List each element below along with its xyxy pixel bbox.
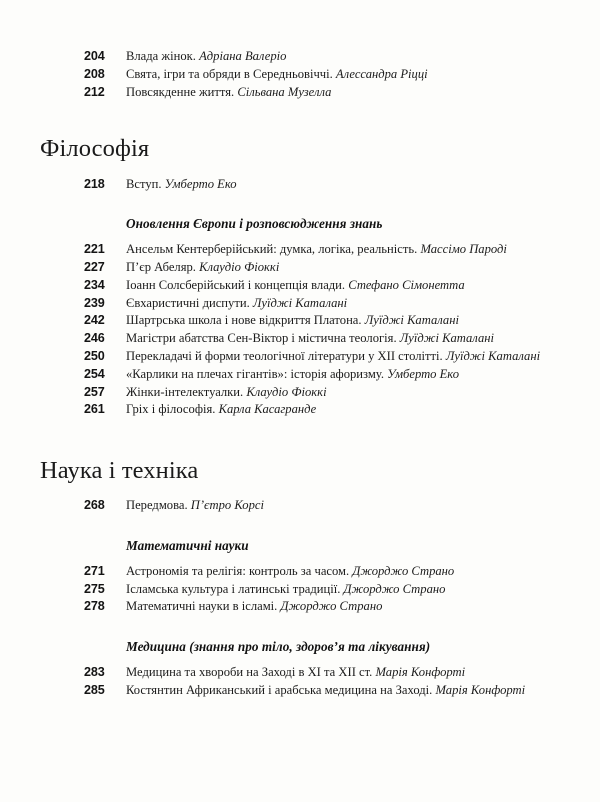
entry-page-number: 221 xyxy=(84,242,105,257)
subsection-spacer xyxy=(0,515,600,537)
toc-entry[interactable] xyxy=(0,401,600,419)
entry-title: Ансельм Кентерберійський: думка, логіка, реальність. xyxy=(126,242,418,257)
entry-page-number: 212 xyxy=(84,84,105,99)
toc-entry[interactable] xyxy=(0,295,600,313)
toc-entry[interactable] xyxy=(0,277,600,295)
entry-author: Джорджо Страно xyxy=(280,599,383,614)
entry-page-number: 268 xyxy=(84,498,105,513)
entry-text xyxy=(126,581,560,599)
toc-entry[interactable] xyxy=(0,384,600,402)
entry-title: Євхаристичні диспути. xyxy=(126,295,250,310)
heading-spacer xyxy=(0,485,600,497)
top-entry-group xyxy=(0,48,600,101)
entry-text xyxy=(126,259,560,277)
toc-entry[interactable] xyxy=(0,84,600,102)
subsection-heading-spacer xyxy=(0,233,600,241)
subsection-heading-spacer xyxy=(0,656,600,664)
section-science xyxy=(0,457,600,700)
subsection-heading-spacer xyxy=(0,555,600,563)
entry-page-number: 261 xyxy=(84,402,105,417)
entry-page-number: 283 xyxy=(84,665,105,680)
entry-title: Вступ. xyxy=(126,176,162,191)
entry-author: Джорджо Страно xyxy=(343,581,446,596)
entry-page-number: 285 xyxy=(84,682,105,697)
subsection-entry-list xyxy=(0,563,600,616)
entry-author: Адріана Валеріо xyxy=(199,49,287,63)
entry-text xyxy=(126,664,560,682)
section-philosophy xyxy=(0,135,600,419)
entry-text xyxy=(126,66,560,84)
subsection-heading: Оновлення Європи і розповсюдження знань xyxy=(126,216,383,232)
subsection-heading: Медицина (знання про тіло, здоров’я та лікування) xyxy=(126,639,431,655)
entry-author: Карла Касагранде xyxy=(218,402,317,417)
section-heading: Філософія xyxy=(40,135,150,163)
entry-page-number: 218 xyxy=(84,176,105,191)
heading-spacer xyxy=(0,164,600,176)
entry-title: П’єр Абеляр. xyxy=(126,259,196,274)
entry-title: Влада жінок. xyxy=(126,49,196,63)
entry-author: Луїджі Каталані xyxy=(252,295,348,310)
entry-page-number: 254 xyxy=(84,366,105,381)
entry-text xyxy=(126,330,560,348)
entry-title: Шартрська школа і нове відкриття Платона. xyxy=(126,313,362,328)
subsection-spacer xyxy=(0,193,600,215)
entry-title: Іоанн Солсберійський і концепція влади. xyxy=(126,277,346,292)
entry-text xyxy=(126,598,560,616)
entry-title: Магістри абатства Сен-Віктор і містична теологія. xyxy=(126,331,397,346)
entry-title: Ісламська культура і латинські традиції. xyxy=(126,581,341,596)
entry-page-number: 234 xyxy=(84,277,105,292)
toc-entry[interactable] xyxy=(0,48,600,66)
entry-author: Марія Конфорті xyxy=(375,665,466,680)
entry-text xyxy=(126,241,560,259)
entry-title: Повсякденне життя. xyxy=(126,84,235,99)
entry-author: Луїджі Каталані xyxy=(399,331,494,346)
entry-author: Клаудіо Фіоккі xyxy=(246,384,327,399)
subsection-spacer xyxy=(0,616,600,638)
entry-text xyxy=(126,277,560,295)
entry-author: Умберто Еко xyxy=(387,366,460,381)
entry-author: Алессандра Ріцці xyxy=(335,66,428,81)
toc-entry[interactable] xyxy=(0,66,600,84)
toc-entry[interactable] xyxy=(0,581,600,599)
entry-text xyxy=(126,401,560,419)
entry-page-number: 250 xyxy=(84,348,105,363)
entry-title: Перекладачі й форми теологічної літератури у XII столітті. xyxy=(126,348,443,363)
entry-page-number: 246 xyxy=(84,331,105,346)
toc-entry[interactable] xyxy=(0,330,600,348)
toc-entry[interactable] xyxy=(0,598,600,616)
section-spacer xyxy=(0,101,600,135)
entry-title: Астрономія та релігія: контроль за часом. xyxy=(126,563,350,578)
toc-entry[interactable] xyxy=(0,176,600,194)
subsection-entry-list xyxy=(0,241,600,419)
subsection-entry-list xyxy=(0,664,600,700)
entry-author: Джорджо Страно xyxy=(352,563,455,578)
toc-entry[interactable] xyxy=(0,348,600,366)
entry-author: Клаудіо Фіоккі xyxy=(199,259,280,274)
entry-title: Жінки-інтелектуалки. xyxy=(126,384,244,399)
entry-text xyxy=(126,312,560,330)
toc-entry[interactable] xyxy=(0,312,600,330)
toc-entry[interactable] xyxy=(0,682,600,700)
entry-text xyxy=(126,295,560,313)
entry-page-number: 227 xyxy=(84,259,105,274)
entry-text xyxy=(126,682,560,700)
entry-text xyxy=(126,497,560,515)
entry-author: Стефано Сімонетта xyxy=(348,277,465,292)
entry-title: Медицина та хвороби на Заході в XI та XII ст. xyxy=(126,665,373,680)
top-spacer xyxy=(0,0,600,48)
entry-author: Луїджі Каталані xyxy=(445,348,541,363)
entry-title: Свята, ігри та обряди в Середньовіччі. xyxy=(126,66,333,81)
entry-text xyxy=(126,84,560,102)
entry-page-number: 239 xyxy=(84,295,105,310)
subsection-heading: Математичні науки xyxy=(126,538,249,554)
entry-author: Сільвана Музелла xyxy=(237,84,332,99)
entry-text xyxy=(126,348,560,366)
entry-author: П’єтро Корсі xyxy=(190,498,264,513)
entry-title: Гріх і філософія. xyxy=(126,402,216,417)
toc-entry[interactable] xyxy=(0,563,600,581)
section-spacer xyxy=(0,419,600,457)
entry-author: Умберто Еко xyxy=(164,176,237,191)
entry-page-number: 257 xyxy=(84,384,105,399)
entry-text xyxy=(126,563,560,581)
entry-page-number: 242 xyxy=(84,313,105,328)
entry-text xyxy=(126,176,560,194)
entry-author: Луїджі Каталані xyxy=(364,313,459,328)
toc-entry[interactable] xyxy=(0,366,600,384)
entry-page-number: 208 xyxy=(84,66,105,81)
toc-entry[interactable] xyxy=(0,664,600,682)
entry-text xyxy=(126,48,560,66)
entry-title: Костянтин Африканський і арабська медицина на Заході. xyxy=(126,682,433,697)
entry-author: Марія Конфорті xyxy=(435,682,526,697)
entry-title: Математичні науки в ісламі. xyxy=(126,599,278,614)
toc-entry[interactable] xyxy=(0,241,600,259)
toc-entry[interactable] xyxy=(0,259,600,277)
entry-page-number: 275 xyxy=(84,581,105,596)
toc-entry[interactable] xyxy=(0,497,600,515)
entry-page-number: 204 xyxy=(84,49,105,63)
entry-page-number: 278 xyxy=(84,599,105,614)
entry-page-number: 271 xyxy=(84,563,105,578)
entry-author: Массімо Пароді xyxy=(420,242,507,257)
section-heading: Наука і техніка xyxy=(40,457,199,485)
entry-text xyxy=(126,366,560,384)
entry-text xyxy=(126,384,560,402)
entry-title: «Карлики на плечах гігантів»: історія афоризму. xyxy=(126,366,384,381)
entry-title: Передмова. xyxy=(126,498,188,513)
